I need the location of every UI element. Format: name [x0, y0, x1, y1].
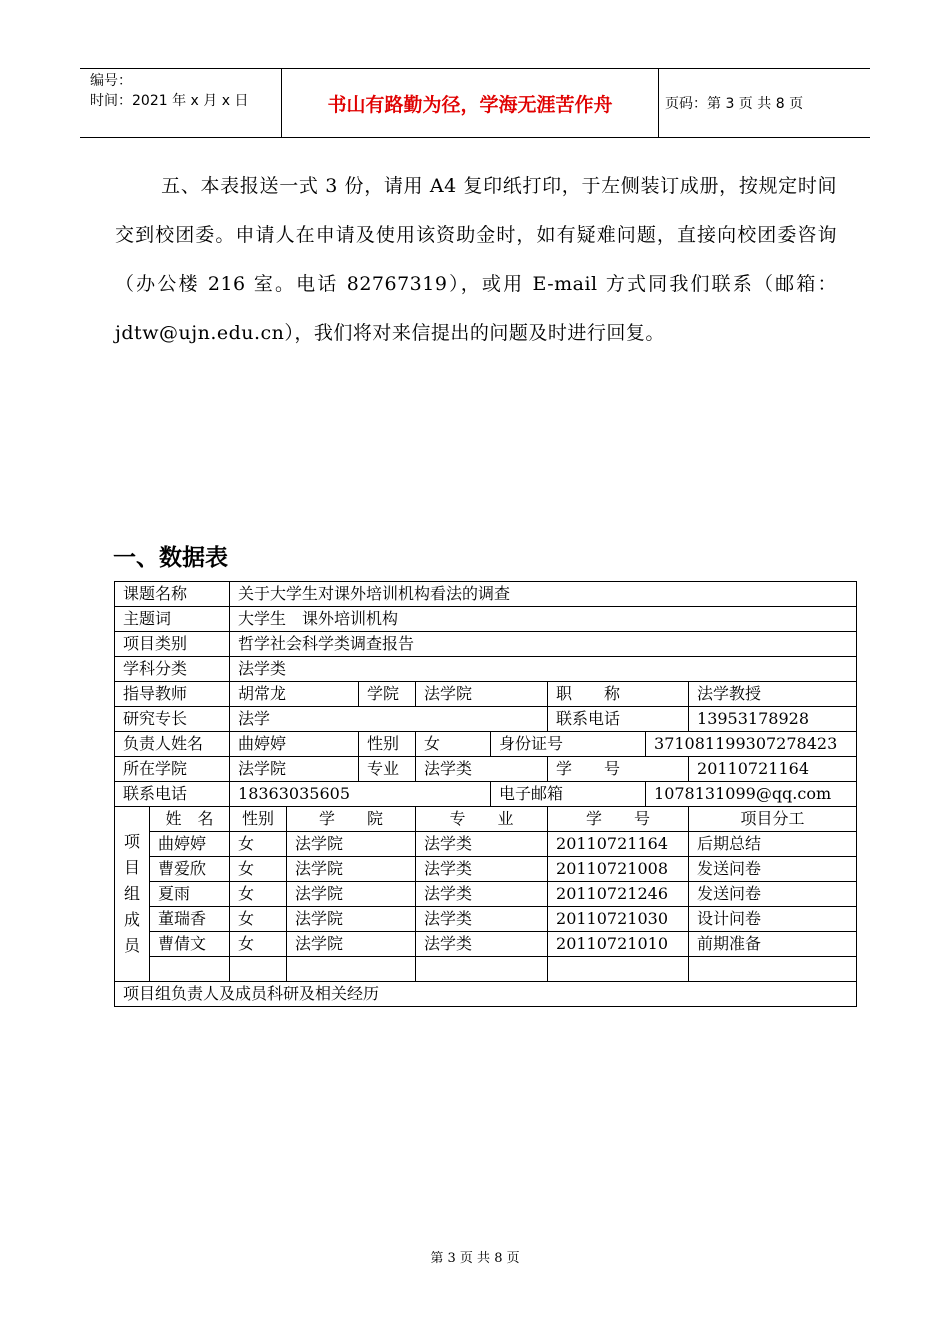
member-sid: 20110721246: [548, 882, 689, 907]
leader-sid-label: 学 号: [548, 757, 689, 782]
header-page-info: 页码：第 3 页 共 8 页: [665, 96, 804, 112]
table-row-experience: [115, 982, 857, 1007]
empty-cell: [230, 957, 287, 982]
member-header-role: 项目分工: [689, 807, 857, 832]
member-role: 设计问卷: [689, 907, 857, 932]
instruction-paragraph: [115, 162, 837, 358]
advisor-phone-label: 联系电话: [548, 707, 689, 732]
table-row: [115, 857, 857, 882]
member-major: 法学类: [416, 932, 548, 957]
experience-label: 项目组负责人及成员科研及相关经历: [115, 982, 857, 1007]
member-role: 前期准备: [689, 932, 857, 957]
advisor-title-label: 职 称: [548, 682, 689, 707]
table-row-contact: [115, 782, 857, 807]
member-header-college: 学 院: [287, 807, 416, 832]
discipline-value: 法学类: [230, 657, 857, 682]
discipline-label: 学科分类: [115, 657, 230, 682]
empty-cell: [416, 957, 548, 982]
member-header-sid: 学 号: [548, 807, 689, 832]
member-sid: 20110721010: [548, 932, 689, 957]
topic-label: 课题名称: [115, 582, 230, 607]
member-sid: 20110721164: [548, 832, 689, 857]
category-label: 项目类别: [115, 632, 230, 657]
member-gender: 女: [230, 907, 287, 932]
table-row-empty: [115, 957, 857, 982]
table-row: [115, 932, 857, 957]
table-row-keywords: [115, 607, 857, 632]
header-motto: 书山有路勤为径，学海无涯苦作舟: [282, 69, 659, 137]
leader-sid-value: 20110721164: [689, 757, 857, 782]
members-group-label: 项 目 组 成 员: [115, 807, 150, 982]
advisor-title-value: 法学教授: [689, 682, 857, 707]
header-meta: [80, 69, 282, 137]
keywords-label: 主题词: [115, 607, 230, 632]
member-gender: 女: [230, 932, 287, 957]
member-name: 曹倩文: [150, 932, 230, 957]
member-college: 法学院: [287, 907, 416, 932]
member-major: 法学类: [416, 882, 548, 907]
member-name: 董瑞香: [150, 907, 230, 932]
table-row-category: [115, 632, 857, 657]
advisor-phone-value: 13953178928: [689, 707, 857, 732]
table-row-specialty: [115, 707, 857, 732]
leader-label: 负责人姓名: [115, 732, 230, 757]
table-row: [115, 907, 857, 932]
leader-major-label: 专业: [359, 757, 416, 782]
member-role: 后期总结: [689, 832, 857, 857]
table-row-leader: [115, 732, 857, 757]
table-row-discipline: [115, 657, 857, 682]
advisor-college-label: 学院: [359, 682, 416, 707]
advisor-value: 胡常龙: [230, 682, 359, 707]
advisor-label: 指导教师: [115, 682, 230, 707]
instruction-text: 五、本表报送一式 3 份，请用 A4 复印纸打印，于左侧装订成册，按规定时间交到校团委。申请人在申请及使用该资助金时，如有疑难问题，直接向校团委咨询（办公楼 216 室。电话 82767319），或用 E-mail 方式同我们联系（邮箱：jdtw@ujn.edu.cn），我们将对来信提出的问题及时进行回复。: [115, 175, 837, 344]
table-row-college: [115, 757, 857, 782]
member-college: 法学院: [287, 882, 416, 907]
number-label: 编号：: [90, 73, 132, 89]
table-row: [115, 882, 857, 907]
empty-cell: [548, 957, 689, 982]
member-gender: 女: [230, 857, 287, 882]
member-sid: 20110721030: [548, 907, 689, 932]
topic-value: 关于大学生对课外培训机构看法的调查: [230, 582, 857, 607]
leader-phone-label: 联系电话: [115, 782, 230, 807]
leader-gender-label: 性别: [359, 732, 416, 757]
member-major: 法学类: [416, 907, 548, 932]
data-table: [114, 581, 857, 1007]
member-college: 法学院: [287, 857, 416, 882]
member-header-row: [115, 807, 857, 832]
empty-cell: [689, 957, 857, 982]
leader-id-label: 身份证号: [491, 732, 646, 757]
leader-email-label: 电子邮箱: [491, 782, 646, 807]
member-gender: 女: [230, 882, 287, 907]
member-major: 法学类: [416, 857, 548, 882]
member-role: 发送问卷: [689, 857, 857, 882]
category-value: 哲学社会科学类调查报告: [230, 632, 857, 657]
leader-college-value: 法学院: [230, 757, 359, 782]
table-row-advisor: [115, 682, 857, 707]
table-row-topic: [115, 582, 857, 607]
member-name: 夏雨: [150, 882, 230, 907]
keywords-value: 大学生 课外培训机构: [230, 607, 857, 632]
table-row: [115, 832, 857, 857]
leader-id-value: 371081199307278423: [646, 732, 857, 757]
section-title: 一、数据表: [113, 545, 228, 571]
specialty-label: 研究专长: [115, 707, 230, 732]
empty-cell: [287, 957, 416, 982]
specialty-value: 法学: [230, 707, 548, 732]
member-header-name: 姓 名: [150, 807, 230, 832]
empty-cell: [150, 957, 230, 982]
advisor-college-value: 法学院: [416, 682, 548, 707]
page-header: [80, 68, 870, 138]
leader-major-value: 法学类: [416, 757, 548, 782]
member-header-major: 专 业: [416, 807, 548, 832]
leader-phone-value: 18363035605: [230, 782, 491, 807]
member-role: 发送问卷: [689, 882, 857, 907]
leader-email-value: 1078131099@qq.com: [646, 782, 857, 807]
member-gender: 女: [230, 832, 287, 857]
member-header-gender: 性别: [230, 807, 287, 832]
leader-gender-value: 女: [416, 732, 491, 757]
leader-college-label: 所在学院: [115, 757, 230, 782]
page-footer: 第 3 页 共 8 页: [430, 1251, 520, 1266]
member-name: 曲婷婷: [150, 832, 230, 857]
member-sid: 20110721008: [548, 857, 689, 882]
member-major: 法学类: [416, 832, 548, 857]
member-college: 法学院: [287, 832, 416, 857]
member-college: 法学院: [287, 932, 416, 957]
member-name: 曹爱欣: [150, 857, 230, 882]
leader-value: 曲婷婷: [230, 732, 359, 757]
time-label: 时间：2021 年 x 月 x 日: [90, 93, 249, 109]
